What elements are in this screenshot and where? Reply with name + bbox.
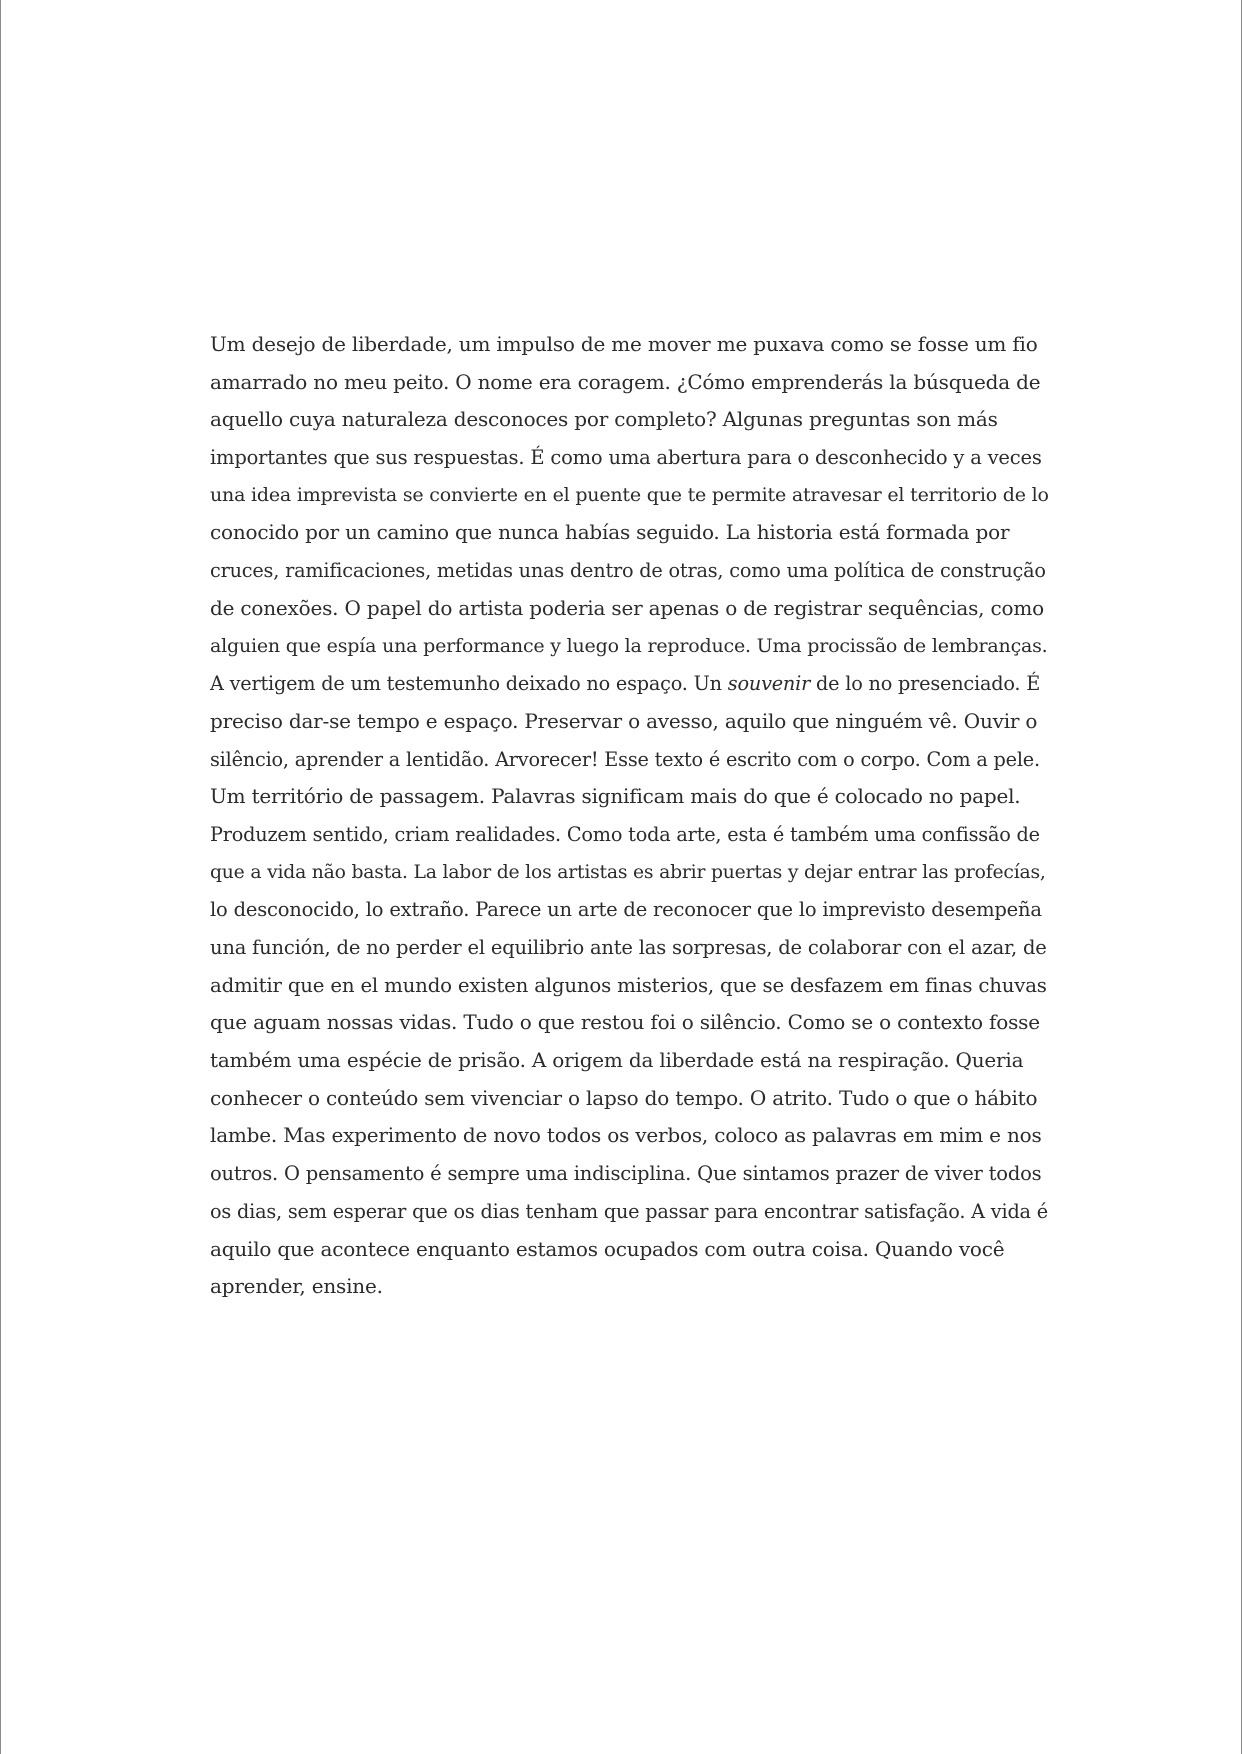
paragraph-line: importantes que sus respuestas. É como uma abertura para o desconhecido y a veces [210, 446, 1042, 470]
paragraph-line: de conexões. O papel do artista poderia ser apenas o de registrar sequências, como [210, 595, 1044, 620]
body-paragraph [210, 326, 1050, 1306]
italic-word: souvenir [727, 672, 811, 696]
paragraph-line: Produzem sentido, criam realidades. Como toda arte, esta é também uma confissão de [210, 822, 1040, 846]
paragraph-line: amarrado no meu peito. O nome era coragem. ¿Cómo emprenderás la búsqueda de [210, 369, 1041, 394]
paragraph-line: que a vida não basta. La labor de los artistas es abrir puertas y dejar entrar las profecías, [210, 861, 1046, 883]
paragraph-line: silêncio, aprender a lentidão. Arvorecer! Esse texto é escrito com o corpo. Com a pele. [210, 747, 1040, 771]
document-page [1, 0, 1241, 1754]
paragraph-line: aquello cuya naturaleza desconoces por completo? Algunas preguntas son más [210, 407, 998, 432]
line-text: de lo no presenciado. É [810, 672, 1041, 696]
paragraph-line: una idea imprevista se convierte en el puente que te permite atravesar el territorio de lo [210, 483, 1049, 506]
paragraph-line: admitir que en el mundo existen algunos misterios, que se desfazem em finas chuvas [210, 973, 1047, 997]
paragraph-line: cruces, ramificaciones, metidas unas dentro de otras, como uma política de construção [210, 559, 1046, 583]
line-text: A vertigem de um testemunho deixado no espaço. Un [210, 672, 728, 696]
paragraph-line: Um desejo de liberdade, um impulso de me mover me puxava como se fosse um fio [210, 332, 1038, 356]
paragraph-line [210, 665, 1050, 703]
paragraph-line: una función, de no perder el equilibrio ante las sorpresas, de colaborar con el azar, de [210, 936, 1047, 959]
paragraph-line: que aguam nossas vidas. Tudo o que restou foi o silêncio. Como se o contexto fosse [210, 1010, 1040, 1035]
paragraph-line: aprender, ensine. [210, 1274, 383, 1299]
paragraph-line: Um território de passagem. Palavras significam mais do que é colocado no papel. [210, 784, 1021, 809]
paragraph-line: os dias, sem esperar que os dias tenham que passar para encontrar satisfação. A vida é [210, 1199, 1048, 1223]
paragraph-line: conhecer o conteúdo sem vivenciar o lapso do tempo. O atrito. Tudo o que o hábito [210, 1085, 1038, 1110]
paragraph-line: alguien que espía una performance y luego la reproduce. Uma procissão de lembranças. [210, 634, 1048, 657]
paragraph-line: outros. O pensamento é sempre uma indisciplina. Que sintamos prazer de viver todos [210, 1162, 1042, 1186]
paragraph-line: conocido por un camino que nunca habías seguido. La historia está formada por [210, 520, 1010, 545]
paragraph-line: aquilo que acontece enquanto estamos ocupados com outra coisa. Quando você [210, 1236, 1005, 1261]
paragraph-line: lambe. Mas experimento de novo todos os verbos, coloco as palavras em mim e nos [210, 1123, 1042, 1148]
paragraph-line: lo desconocido, lo extraño. Parece un arte de reconocer que lo imprevisto desempeña [210, 898, 1042, 922]
paragraph-line: preciso dar-se tempo e espaço. Preservar o avesso, aquilo que ninguém vê. Ouvir o [210, 708, 1038, 733]
paragraph-line: também uma espécie de prisão. A origem da liberdade está na respiração. Queria [210, 1048, 1024, 1073]
